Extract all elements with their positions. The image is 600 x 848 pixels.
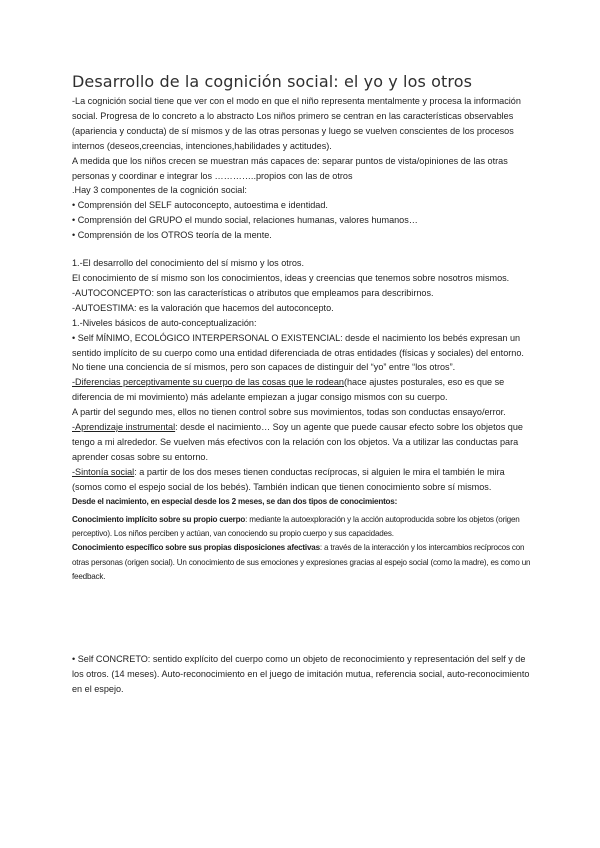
spacer bbox=[72, 584, 534, 652]
document-title: Desarrollo de la cognición social: el yo y los otros bbox=[72, 72, 473, 91]
document-body bbox=[72, 94, 534, 697]
autoconcepto-line: -AUTOCONCEPTO: son las características o atributos que empleamos para describirnos. bbox=[72, 287, 434, 298]
implicito-label: Conocimiento implícito sobre su propio cuerpo bbox=[72, 514, 246, 524]
self-concreto-paragraph: • Self CONCRETO: sentido explícito del cuerpo como un objeto de reconocimiento y representación del self y de los otros. (14 meses). Auto-reconocimiento en el juego de imitación mutua, referencia social, auto-reconocimiento en el espejo. bbox=[72, 654, 530, 695]
aprendizaje-label: -Aprendizaje instrumental bbox=[72, 422, 176, 433]
intro-paragraph-2: A medida que los niños crecen se muestran más capaces de: separar puntos de vista/opiniones de las otras personas y coordinar e integrar los …………..propios con las de otros bbox=[72, 155, 508, 181]
section-heading: 1.-El desarrollo del conocimiento del sí mismo y los otros. bbox=[72, 258, 304, 269]
components-intro: .Hay 3 componentes de la cognición social: bbox=[72, 185, 247, 196]
diferencias-text: (hace ajustes posturales, eso es que se diferencia de mi movimiento) más adelante empiezan a jugar consigo mismos con su cuerpo. bbox=[72, 377, 505, 403]
aprendizaje-paragraph bbox=[72, 420, 534, 465]
implicito-paragraph bbox=[72, 513, 534, 542]
desde-nacimiento-line: Desde el nacimiento, en especial desde los 2 meses, se dan dos tipos de conocimientos: bbox=[72, 496, 398, 506]
bullet-self: • Comprensión del SELF autoconcepto, autoestima e identidad. bbox=[72, 200, 328, 211]
diferencias-paragraph bbox=[72, 375, 534, 405]
autoestima-line: -AUTOESTIMA: es la valoración que hacemos del autoconcepto. bbox=[72, 302, 334, 313]
especifico-text: : a través de la interacción y los intercambios recíprocos con otras personas (origen social). Un conocimiento de sus emociones y expresiones gracias al espejo social (como la madre), es como un feedback. bbox=[72, 543, 531, 582]
implicito-text: : mediante la autoexploración y la acción autoproducida sobre los objetos (origen perceptivo). Los niños perciben y actúan, van conociendo su propio cuerpo y sus capacidades. bbox=[72, 514, 520, 539]
diferencias-label: -Diferencias perceptivamente su cuerpo de las cosas que le rodean bbox=[72, 377, 344, 388]
sintonia-label: -Sintonía social bbox=[72, 466, 135, 477]
aprendizaje-text: : desde el nacimiento… Soy un agente que puede causar efecto sobre los objetos que tengo a mi alrededor. Se vuelven más efectivos con la relación con los objetos. Va a utilizar las conductas para aprender cosas sobre su entorno. bbox=[72, 422, 523, 462]
especifico-label: Conocimiento específico sobre sus propias disposiciones afectivas bbox=[72, 543, 320, 553]
sintonia-text: : a partir de los dos meses tienen conductas recíprocas, si alguien le mira el también le mira (somos como el espejo social de los bebés). También indican que tienen conocimiento sobre sí mismos. bbox=[72, 466, 505, 492]
bullet-otros: • Comprensión de los OTROS teoría de la mente. bbox=[72, 230, 272, 241]
sintonia-paragraph bbox=[72, 465, 534, 495]
segundo-mes-paragraph: A partir del segundo mes, ellos no tienen control sobre sus movimientos, todas son conductas ensayo/error. bbox=[72, 407, 506, 418]
section-paragraph: El conocimiento de sí mismo son los conocimientos, ideas y creencias que tenemos sobre nosotros mismos. bbox=[72, 272, 510, 283]
intro-paragraph: -La cognición social tiene que ver con el modo en que el niño representa mentalmente y procesa la información social. Progresa de lo concreto a lo abstracto Los niños primero se centran en las características observables (apariencia y conducta) de sí mismos y de las otras personas y luego se vuelven conscientes de los procesos internos (deseos,creencias, intenciones,habilidades y actitudes). bbox=[72, 96, 521, 151]
bullet-grupo: • Comprensión del GRUPO el mundo social, relaciones humanas, valores humanos… bbox=[72, 215, 418, 226]
self-minimo-paragraph: • Self MÍNIMO, ECOLÓGICO INTERPERSONAL O EXISTENCIAL: desde el nacimiento los bebés expresan un sentido implícito de su cuerpo como una entidad diferenciada de otras entidades (físicas y sociales) del entorno. No tiene una conciencia de sí mismos, pero son capaces de distinguir del “yo” entre “los otros”. bbox=[72, 332, 524, 373]
niveles-heading: 1.-Niveles básicos de auto-conceptualización: bbox=[72, 317, 257, 328]
especifico-paragraph bbox=[72, 541, 534, 584]
spacer bbox=[72, 243, 534, 256]
